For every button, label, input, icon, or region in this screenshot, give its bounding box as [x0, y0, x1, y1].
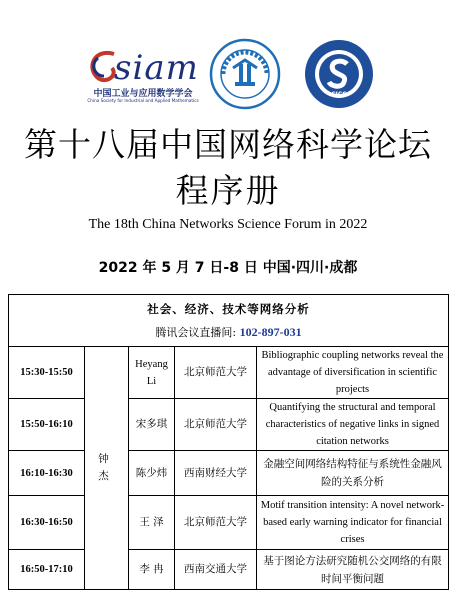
talk-speaker: 王 泽: [129, 496, 175, 550]
talk-affiliation: 西南交通大学: [175, 550, 257, 590]
swufe-seal-icon: [209, 38, 281, 110]
svg-text:CICC: CICC: [331, 91, 347, 98]
cicc-logo: [303, 38, 375, 110]
talk-speaker: Heyang Li: [129, 347, 175, 399]
forum-date-location: 2022 年 5 月 7 日-8 日 中国·四川·成都: [98, 260, 358, 276]
table-row: [9, 399, 449, 451]
csiam-english-name: China Society for Industrial and Applied Mathematics: [87, 98, 199, 103]
talk-speaker: 陈少炜: [129, 451, 175, 496]
logo-strip: [0, 38, 456, 112]
session-title: 社会、经济、技术等网络分析: [147, 301, 310, 316]
talk-title: 基于图论方法研究随机公交网络的有限时间平衡问题: [257, 550, 449, 590]
live-room-number[interactable]: 102-897-031: [239, 324, 302, 339]
session-live-info: [11, 324, 446, 341]
talk-time: 16:10-16:30: [9, 451, 85, 496]
forum-title: 第十八届中国网络科学论坛: [24, 125, 432, 164]
talk-time: 16:30-16:50: [9, 496, 85, 550]
table-row: [9, 496, 449, 550]
talk-title: 金融空间网络结构特征与系统性金融风险的关系分析: [257, 451, 449, 496]
session-chair: 钟 杰: [85, 347, 129, 590]
talk-time: 16:50-17:10: [9, 550, 85, 590]
talk-speaker: 宋多琪: [129, 399, 175, 451]
talk-speaker: 李 冉: [129, 550, 175, 590]
talk-time: 15:30-15:50: [9, 347, 85, 399]
talk-affiliation: 北京师范大学: [175, 399, 257, 451]
talk-time: 15:50-16:10: [9, 399, 85, 451]
live-room-label: 腾讯会议直播间:: [155, 325, 240, 339]
csiam-chinese-name: 中国工业与应用数学学会: [93, 89, 193, 99]
table-row: [9, 451, 449, 496]
swufe-logo: [209, 38, 281, 110]
session-header-row: [9, 295, 449, 347]
talk-title: Quantifying the structural and temporal characteristics of negative links in signed citation networks: [257, 399, 449, 451]
csiam-logo: [84, 42, 202, 108]
talk-affiliation: 北京师范大学: [175, 347, 257, 399]
session-header-cell: [9, 295, 449, 347]
forum-title-english: The 18th China Networks Science Forum in 2022: [88, 217, 368, 232]
program-book-title: 程序册: [175, 171, 281, 210]
talk-affiliation: 西南财经大学: [175, 451, 257, 496]
table-row: [9, 347, 449, 399]
talk-title: Motif transition intensity: A novel network-based early warning indicator for financial crises: [257, 496, 449, 550]
csiam-wordmark: siam: [114, 48, 199, 88]
program-table: [8, 294, 449, 590]
talk-title: Bibliographic coupling networks reveal the advantage of diversification in scientific projects: [257, 347, 449, 399]
table-row: [9, 550, 449, 590]
cicc-emblem-icon: [303, 38, 375, 110]
talk-affiliation: 北京师范大学: [175, 496, 257, 550]
